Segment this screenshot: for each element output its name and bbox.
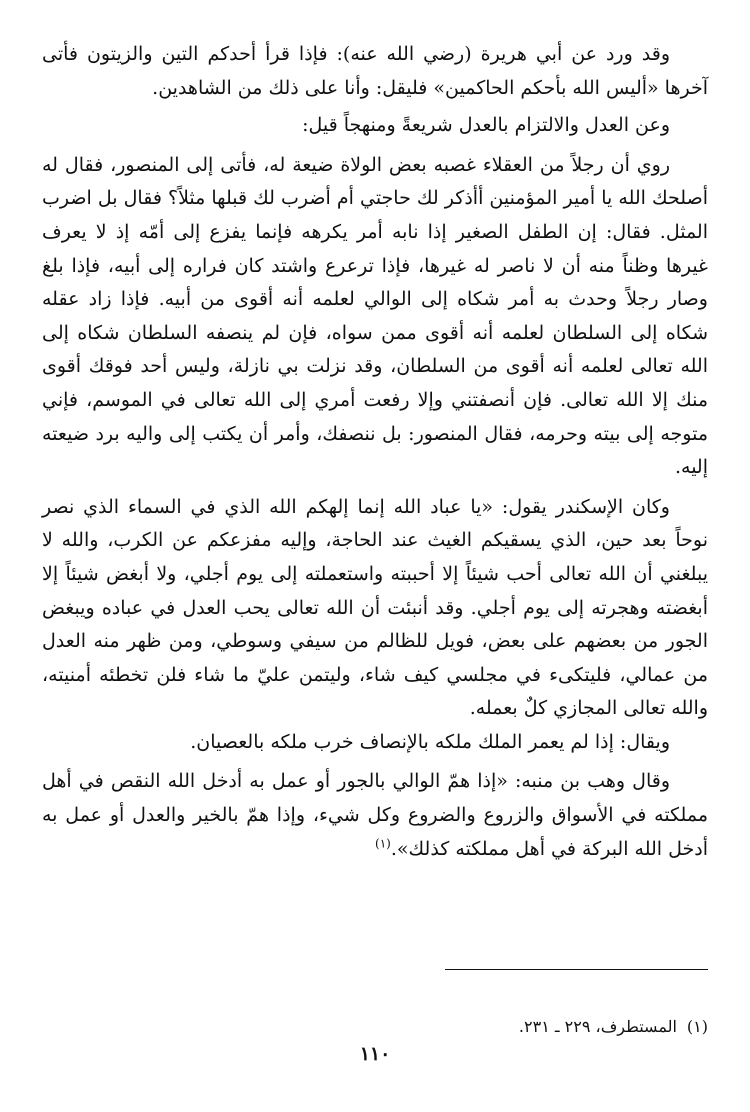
page-number: ١١٠: [359, 1043, 391, 1065]
footnote-reference: (١): [375, 836, 391, 851]
main-text: [42, 38, 708, 866]
paragraph-saying: ويقال: إذا لم يعمر الملك ملكه بالإنصاف خرب ملكه بالعصيان.: [190, 730, 670, 753]
paragraph-mansur-story: روي أن رجلاً من العقلاء غصبه بعض الولاة ضيعة له، فأتى إلى المنصور، فقال له أصلحك الله يا أمير المؤمنين أأذكر لك حاجتي أم أضرب لك قبلها مثلاً؟ فقال بل اضرب المثل. فقال: إن الطفل الصغير إذا نابه أمر يكرهه فإنما يفزع إلى أمّه إذ لا يعرف غيرها وظناً منه أن لا ناصر له غيرها، فإذا ترعرع واشتد كان فراره إلى أبيه، فإذا بلغ وصار رجلاً وحدث به أمر شكاه إلى الوالي لعلمه أنه أقوى من أبيه. فإذا زاد عقله شكاه إلى السلطان لعلمه أنه أقوى ممن سواه، فإن لم ينصفه السلطان شكاه إلى الله تعالى لعلمه أنه أقوى من السلطان، وقد نزلت بي نازلة، وليس أحد فوقك أقوى منك إلا الله تعالى. فإن أنصفتني وإلا رفعت أمري إلى الله تعالى في الموسم، فإني متوجه إلى بيته وحرمه، فقال المنصور: بل ننصفك، وأمر أن يكتب إلى واليه برد ضيعته إليه.: [42, 153, 708, 479]
footnote-divider: [445, 969, 708, 970]
paragraph-justice-intro: وعن العدل والالتزام بالعدل شريعةً ومنهجاً قيل:: [302, 114, 670, 137]
paragraph-wahb: [42, 765, 708, 866]
paragraph-wahb-text: وقال وهب بن منبه: «إذا همّ الوالي بالجور أو عمل به أدخل الله النقص في أهل مملكته في الأسواق والزروع والضروع وكل شيء، وإذا همّ بالخير والعدل أو عمل به أدخل الله البركة في أهل مملكته كذلك».: [42, 770, 708, 860]
footnote-number: (١): [686, 1017, 708, 1036]
paragraph-alexander: وكان الإسكندر يقول: «يا عباد الله إنما إلهكم الله الذي في السماء الذي نصر نوحاً بعد حين، الذي يسقيكم الغيث عند الحاجة، وإليه مفزعكم عن الكرب، والله لا يبلغني أن الله تعالى أحب شيئاً إلا أحببته واستعملته إلى يوم أجلي، ولا أبغض شيئاً إلا أبغضته وهجرته إلى يوم أجلي. وقد أنبئت أن الله تعالى يحب العدل في عباده ويبغض الجور من بعضهم على بعض، فويل للظالم من سيفي وسوطي، ومن ظهر منه العدل من عمالي، فليتكىء في مجلسي كيف شاء، وليتمن عليّ ما شاء فلن تخطئه أمنيته، والله تعالى المجازي كلٌ بعمله.: [42, 495, 708, 720]
paragraph-abu-hurayra: وقد ورد عن أبي هريرة (رضي الله عنه): فإذا قرأ أحدكم التين والزيتون فأتى آخرها «أليس الله بأحكم الحاكمين» فليقل: وأنا على ذلك من الشاهدين.: [42, 43, 708, 99]
footnote-text: المستطرف، ٢٢٩ ـ ٢٣١.: [518, 1017, 677, 1036]
footnote: [42, 1015, 708, 1039]
